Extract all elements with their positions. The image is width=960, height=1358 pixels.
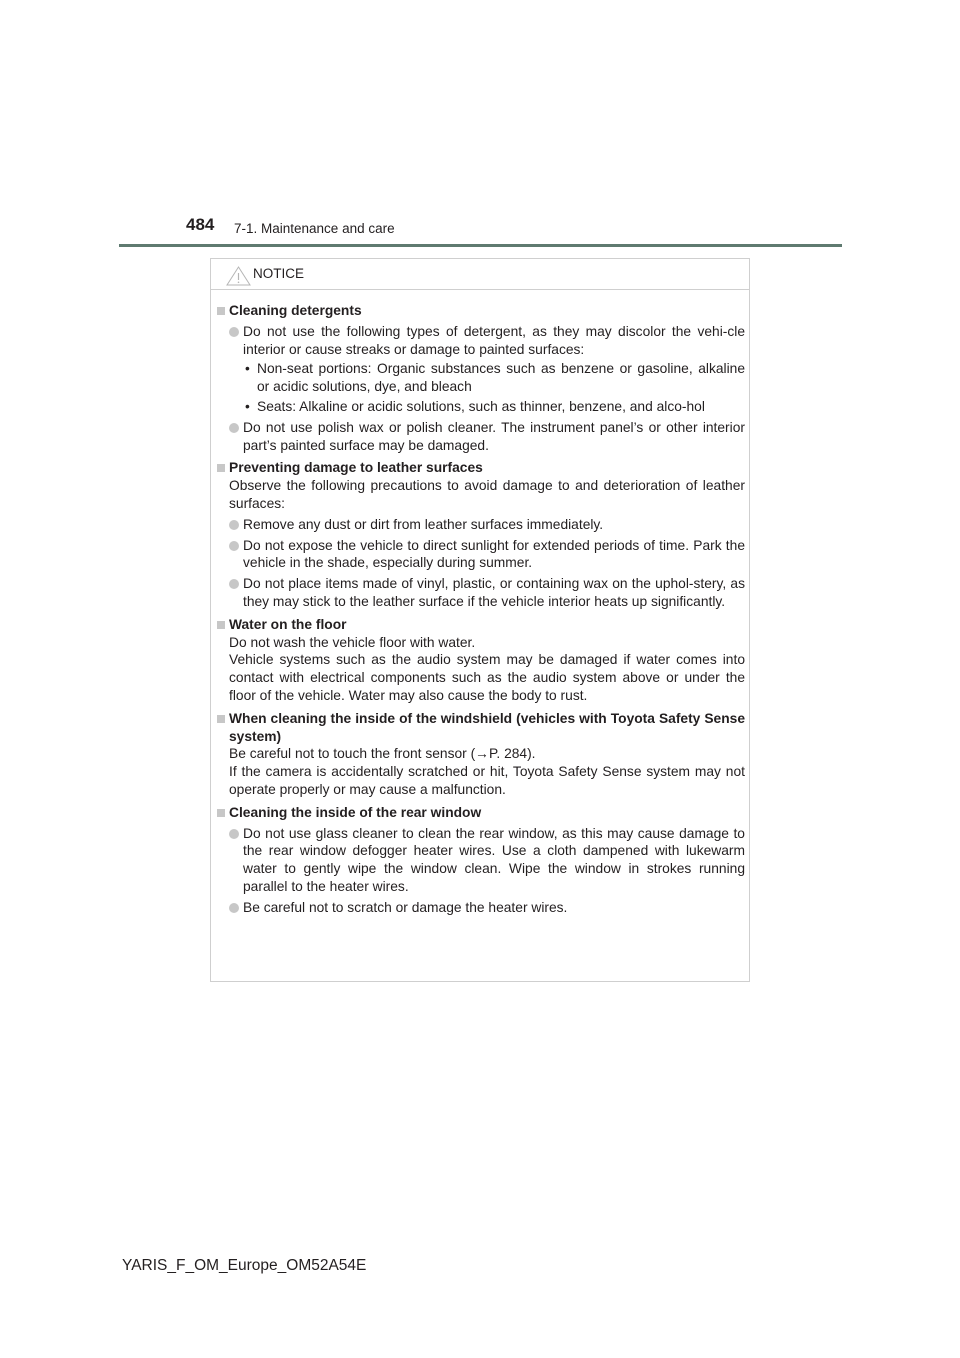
notice-body bbox=[216, 302, 745, 922]
list-item bbox=[229, 575, 745, 611]
list-item bbox=[229, 323, 745, 359]
section-floor bbox=[216, 616, 745, 705]
circle-bullet-icon bbox=[229, 829, 239, 839]
section-rear-window bbox=[216, 804, 745, 917]
circle-bullet-icon bbox=[229, 579, 239, 589]
square-bullet-icon bbox=[217, 809, 225, 817]
square-bullet-icon bbox=[217, 307, 225, 315]
section-leather bbox=[216, 459, 745, 610]
paragraph: If the camera is accidentally scratched or hit, Toyota Safety Sense system may not operate properly or may cause a malfunction. bbox=[229, 764, 745, 797]
sub-bullet-mark: • bbox=[245, 361, 250, 377]
notice-label: NOTICE bbox=[253, 266, 305, 281]
paragraph: Do not wash the vehicle floor with water. bbox=[229, 634, 476, 650]
footer-doc-id: YARIS_F_OM_Europe_OM52A54E bbox=[122, 1257, 367, 1274]
circle-bullet-icon bbox=[229, 327, 239, 337]
section-title: 7-1. Maintenance and care bbox=[234, 221, 395, 236]
warning-triangle-icon bbox=[226, 266, 251, 286]
circle-bullet-icon bbox=[229, 520, 239, 530]
page-number: 484 bbox=[186, 215, 215, 234]
list-item bbox=[229, 825, 745, 896]
section-windshield bbox=[216, 710, 745, 799]
section-title-floor: Water on the floor bbox=[229, 616, 347, 632]
list-item bbox=[229, 419, 745, 455]
notice-box bbox=[210, 258, 750, 982]
notice-header bbox=[211, 259, 749, 290]
circle-bullet-icon bbox=[229, 423, 239, 433]
sub-list-item bbox=[229, 398, 745, 416]
square-bullet-icon bbox=[217, 715, 225, 723]
paragraph: Vehicle systems such as the audio system may be damaged if water comes into contact with electrical components such as the audio system above or under the floor of the vehicle. Water may also cause the body to rust. bbox=[229, 652, 745, 703]
square-bullet-icon bbox=[217, 621, 225, 629]
paragraph: Observe the following precautions to avoid damage to and deterioration of leather surfaces: bbox=[229, 478, 745, 511]
list-item-text: Remove any dust or dirt from leather surfaces immediately. bbox=[243, 516, 604, 532]
list-item-text: Be careful not to scratch or damage the heater wires. bbox=[243, 899, 568, 915]
list-item bbox=[229, 537, 745, 573]
list-item-text: Do not use glass cleaner to clean the rear window, as this may cause damage to the rear window defogger heater wires. Use a cloth dampened with lukewarm water to gently wipe the window clean. Wipe the window in strokes running parallel to the heater wires. bbox=[243, 825, 745, 894]
list-item-text: Do not use polish wax or polish cleaner. The instrument panel’s or other interior part’s painted surface may be damaged. bbox=[243, 419, 745, 453]
section-title-windshield: When cleaning the inside of the windshield (vehicles with Toyota Safety Sense system) bbox=[229, 710, 745, 744]
section-title-leather: Preventing damage to leather surfaces bbox=[229, 460, 483, 476]
section-title-cleaning-detergents: Cleaning detergents bbox=[229, 303, 362, 318]
list-item bbox=[229, 899, 745, 917]
header-rule bbox=[119, 244, 842, 247]
circle-bullet-icon bbox=[229, 541, 239, 551]
list-item-text: Do not place items made of vinyl, plastic, or containing wax on the uphol-stery, as they may stick to the leather surface if the vehicle interior heats up significantly. bbox=[243, 576, 745, 609]
list-item-text: Do not expose the vehicle to direct sunlight for extended periods of time. Park the vehicle in the shade, especially during summer. bbox=[243, 537, 745, 571]
list-item bbox=[229, 516, 745, 534]
section-title-rear-window: Cleaning the inside of the rear window bbox=[229, 804, 482, 820]
sub-list-item bbox=[229, 360, 745, 396]
square-bullet-icon bbox=[217, 464, 225, 472]
sub-list-item-text: Non-seat portions: Organic substances such as benzene or gasoline, alkaline or acidic solutions, dye, and bleach bbox=[257, 361, 745, 395]
sub-list-item-text: Seats: Alkaline or acidic solutions, such as thinner, benzene, and alco-hol bbox=[257, 398, 705, 414]
circle-bullet-icon bbox=[229, 903, 239, 913]
list-item-text: Do not use the following types of detergent, as they may discolor the vehi-cle interior or cause streaks or damage to painted surfaces: bbox=[243, 323, 745, 357]
section-cleaning-detergents bbox=[216, 302, 745, 454]
sub-bullet-mark: • bbox=[245, 398, 250, 414]
paragraph: Be careful not to touch the front sensor (→P. 284). bbox=[229, 746, 536, 762]
